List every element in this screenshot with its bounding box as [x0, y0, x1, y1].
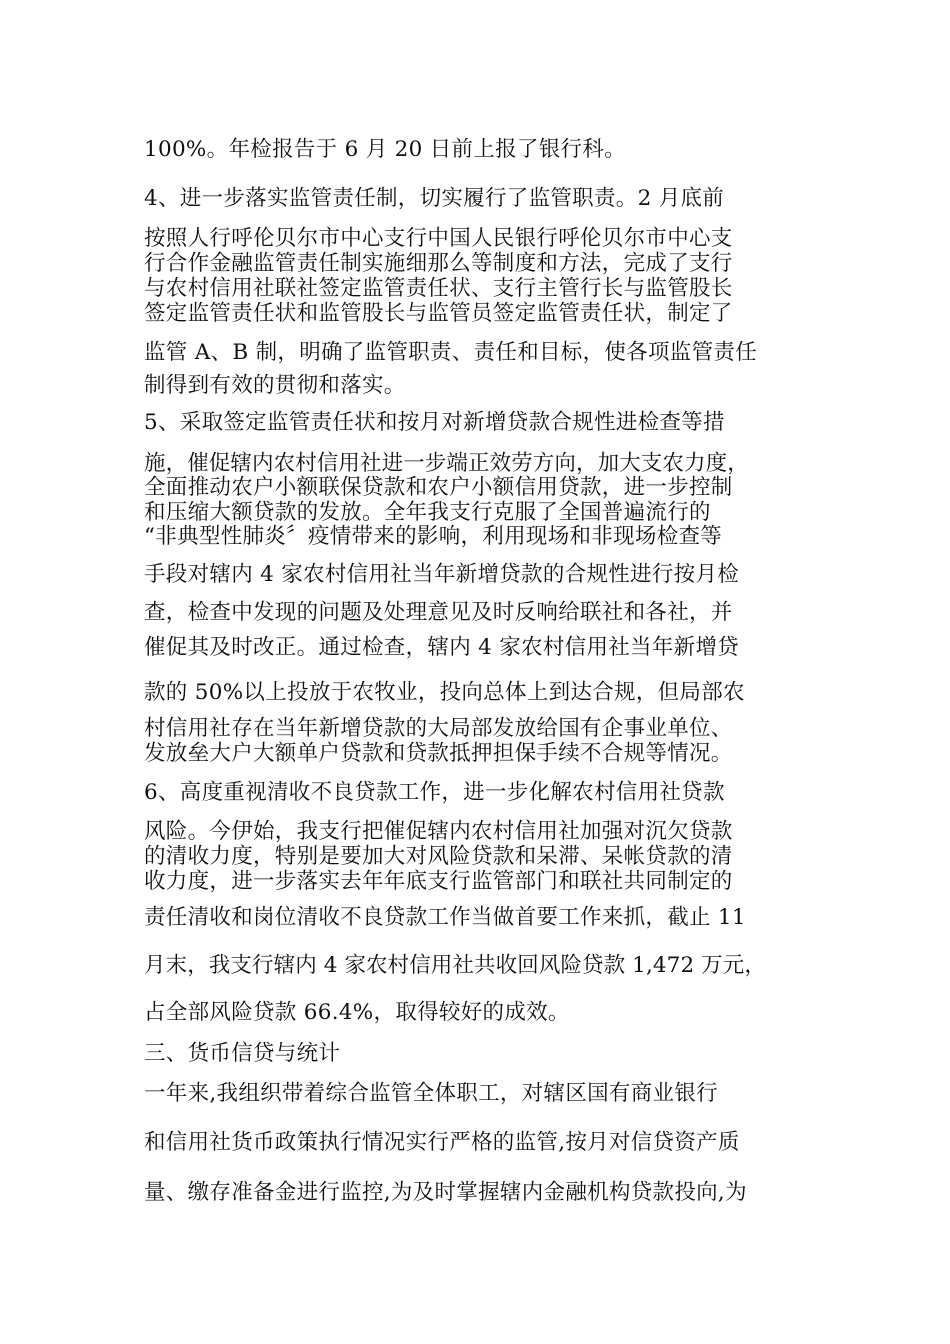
text-line: 签定监管责任状和监管股长与监管员签定监管责任状，制定了	[144, 301, 733, 326]
text-line: 的清收力度，特别是要加大对风险贷款和呆滞、呆帐贷款的清	[144, 844, 733, 869]
text-line: 按照人行呼伦贝尔市中心支行中国人民银行呼伦贝尔市中心支	[144, 226, 733, 251]
text-line: 手段对辖内 4 家农村信用社当年新增贷款的合规性进行按月检	[144, 562, 740, 587]
text-line: 责任清收和岗位清收不良贷款工作当做首要工作来抓，截止 11	[144, 905, 746, 930]
text-line: 村信用社存在当年新增贷款的大局部发放给国有企事业单位、	[144, 716, 733, 741]
text-line: 一年来,我组织带着综合监管全体职工，对辖区国有商业银行	[144, 1081, 718, 1106]
text-line: 制得到有效的贯彻和落实。	[144, 373, 406, 398]
text-line: 三、货币信贷与统计	[144, 1041, 341, 1066]
text-line: 占全部风险贷款 66.4%，取得较好的成效。	[144, 1000, 570, 1025]
text-line: 款的 50%以上投放于农牧业，投向总体上到达合规，但局部农	[144, 680, 745, 705]
text-line: 6、高度重视清收不良贷款工作，进一步化解农村信用社贷款	[144, 780, 725, 805]
text-line: 风险。今伊始，我支行把催促辖内农村信用社加强对沉欠贷款	[144, 819, 733, 844]
text-line: 5、采取签定监管责任状和按月对新增贷款合规性进检查等措	[144, 410, 725, 435]
text-line: 查，检查中发现的问题及处理意见及时反响给联社和各社，并	[144, 600, 733, 625]
text-line: 施，催促辖内农村信用社进一步端正效劳方向，加大支农力度，	[144, 451, 749, 476]
text-line: 行合作金融监管责任制实施细那么等制度和方法，完成了支行	[144, 251, 733, 276]
text-line: 与农村信用社联社签定监管责任状、支行主管行长与监管股长	[144, 276, 733, 301]
text-line: 全面推动农户小额联保贷款和农户小额信用贷款，进一步控制	[144, 475, 733, 500]
text-line: 催促其及时改正。通过检查，辖内 4 家农村信用社当年新增贷	[144, 635, 740, 660]
text-line: “非典型性肺炎〞疫情带来的影响，利用现场和非现场检查等	[144, 524, 723, 549]
text-line: 发放垒大户大额单户贷款和贷款抵押担保手续不合规等情况。	[144, 741, 733, 766]
text-line: 月末，我支行辖内 4 家农村信用社共收回风险贷款 1,472 万元，	[144, 953, 766, 978]
text-line: 和压缩大额贷款的发放。全年我支行克服了全国普遍流行的	[144, 500, 711, 525]
text-line: 4、进一步落实监管责任制，切实履行了监管职责。2 月底前	[144, 186, 725, 211]
text-line: 100%。年检报告于 6 月 20 日前上报了银行科。	[144, 137, 626, 162]
text-line: 和信用社货币政策执行情况实行严格的监管,按月对信贷资产质	[144, 1130, 740, 1155]
text-line: 收力度，进一步落实去年年底支行监管部门和联社共同制定的	[144, 869, 733, 894]
text-line: 监管 A、B 制，明确了监管职责、责任和目标，使各项监管责任	[144, 340, 757, 365]
text-line: 量、缴存准备金进行监控,为及时掌握辖内金融机构贷款投向,为	[144, 1180, 747, 1205]
